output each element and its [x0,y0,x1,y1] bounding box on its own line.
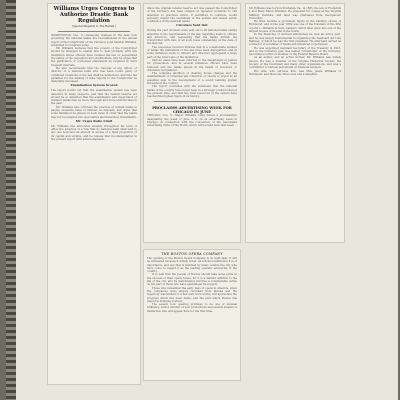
paragraph: Those who remember the early days of opera in America, when the companies were largely recruited from abroad and the repertory was limited to a few well worn works, will appreciate the progress which has been made, and the part which Boston has played in bringing it about. [147,286,237,303]
clipping-boston-opera [144,250,240,380]
paragraph: His wife, who survives him, was Miss Jessie Williams of Richmond, and there are three sons and a daughter. [249,69,341,76]
clipping-credit: (Special Dispatch to The Herald.) [71,25,116,28]
section-subhead: Mr. Urges Ratio Limit [75,118,113,123]
paragraph: The report concludes with the statement that the national banks of the country have never been in a stronger position than at the present time, and that the total resources of the system have reached the highest figure in its history. [147,85,237,99]
paragraph: Mr. Williams was born in Powhatan, Va., in 1865, the son of Frederick J. and Mary Elinor Williams. He prepared for college at the Virginia Military Institute, and later was graduated from Georgetown University. [249,7,342,20]
paragraph: Since the original federal reserve act was passed the Comptroller of the Currency has been obliged on repeated occasions to call attention to practices which, if permitted to continue, would seriously impair the usefulness of the system and lessen public confidence in the national banks. [147,7,237,24]
paragraph: WASHINGTON, Dec. 6.—Sweeping changes in the laws now governing the national banks are recommended in the annual report of the Comptroller of the Currency, John Skelton Williams, submitted to Congress today. [51,34,137,47]
paragraph: Mr. Williams declares that the powers of the Comptroller should be enlarged to enable him to deal promptly with any institution whose officers have violated the law or jeopardized the safety of the depositors and stockholders, and he urges that the publication of condensed statements be required at more frequent intervals. [51,47,137,67]
paragraph: He then became a prominent figure in the banking circles of Richmond, and in the year 1889 was one of the founders of the firm of John L. Williams & Sons, bankers, which later grew into one of the largest houses of its kind in the South. [249,20,341,34]
clipping-headline: Williams Urges Congress to Authorize Drastic Bank Regulation [53,6,135,24]
opera-title: THE BOSTON OPERA COMPANY [161,252,223,256]
paragraph: The season now opening promises to be one of unusual brilliancy, with a number of new productions and several singers of distinction who will appear here for the first time. [147,303,237,313]
page-binding [6,0,16,400]
divider [58,31,130,32]
paragraph: It is well that the people of Boston should take some pride in the success of their opera house, for it is a distinct addition to the life of the city, and its maintenance involves a considerable outlay on the part of those who have guaranteed its support. [147,273,237,287]
paragraph: Various cases have been referred to the Department of Justice for prosecution, and in several instances officers have been removed and the banks placed in the hands of receivers or otherwise reorganized. [147,58,237,72]
advertising-week-headline: PROCLAIMS ADVERTISING WEEK FOR CHICAGO IN JUNE [152,105,232,114]
paragraph: The complete abolition of clearing house charges and the establishment of universal par collection of checks is urged as an essential step in the development of a sound banking system throughout the country. [147,72,237,86]
clipping-bank-regulation [48,4,140,384]
paragraph: The responses received indicate that in a considerable number of banks the limitations of the law have been disregarded, and in some instances loans to officers and directors aggregated a large part of the total loans of the institution. [147,45,237,59]
paragraph: Mr. Williams has advocated steadily throughout his term of office the adoption of a rule that no national bank shall lend to any one borrower an amount in excess of a fixed proportion of its capital and surplus, and he renews that recommendation in the present report with added emphasis. [51,124,137,141]
paragraph: The opening of the Boston Opera Company is no light task. It will be witnessed because it widely noted. As a Boston institution it is of importance, and one that is watched by many outside the city who have come to regard it as the leading operatic enterprise of the country. [147,257,237,274]
paragraph: Mr. Williams also criticizes the practice of certain banks in paying excessive rates of interest on deposits, and urges that some limitation be placed on such rates in order that the banks may not be tempted into speculative and hazardous investments. [51,105,137,119]
clipping-biography [246,4,344,242]
section-subhead: Examination System Scored [70,83,118,88]
paragraph: During the year circulars were sent out to all national banks calling attention to the requirements of the law regarding loans to officers and directors, and requesting that the banks furnish the Comptroller with lists of all such loans outstanding at the date of the last call. [147,29,237,46]
divider [154,101,230,102]
paragraph: He was appointed Assistant Secretary of the Treasury in 1913, and in the following year was named Comptroller of the Currency, becoming ex-officio a member of the Federal Reserve Board. [249,46,341,57]
paragraph: As an author, and an active worker, Mr. Williams was widely known. He was a member of the Virginia Historical Society, the Society of the Cincinnati and many other organizations, and was a contributor to various periodicals on financial subjects. [249,56,341,70]
section-subhead: Circulars Sent Out [176,23,208,28]
scrapbook-page [6,0,398,400]
paragraph: CHICAGO, Nov. 5.—Mayor Williams today issued a proclamation designating the week of June 4 to 10 as advertising week in Chicago, in connection with the convention of the Associated Advertising Clubs of the World, which will be held here that week. [147,114,237,128]
paragraph: In the financing of railroad enterprises he took an active part, and he was largely instrumental in organizing the Seaboard Air Line Railway, of which he was the first president. He afterward served as a director of a number of banks and industrial corporations. [249,33,341,47]
clipping-circulars [144,4,240,242]
paragraph: He also recommends that the removal of any officer or director of a national bank who has been found guilty of continued violations of the law shall be authorized, and that the penalties for the making of false reports to the Comptroller be materially increased. [51,66,137,84]
paragraph: The report points out that the examination system has been defective in many respects, and that the federal reserve act should be so amended that the examination and supervision of member banks may be more thorough and more uniform than in the past. [51,89,137,106]
